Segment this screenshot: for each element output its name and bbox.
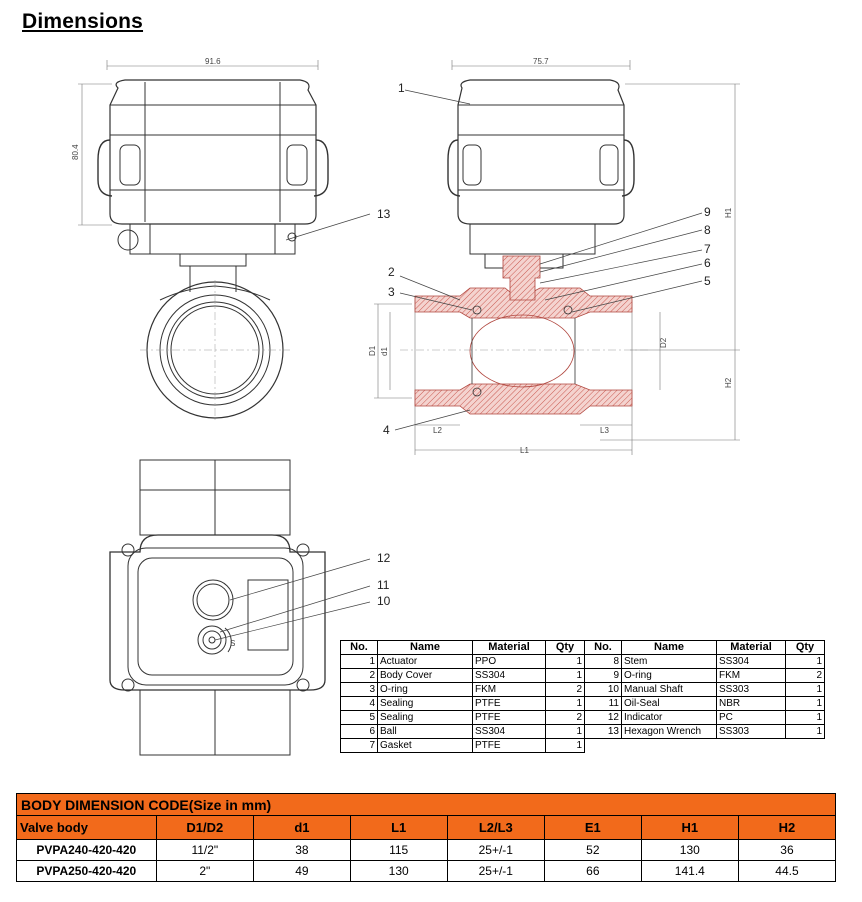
part-no: 3 bbox=[341, 683, 378, 697]
part-name: Body Cover bbox=[378, 669, 473, 683]
part-name: Sealing bbox=[378, 697, 473, 711]
header-h2: H2 bbox=[738, 816, 835, 840]
cell-d1-d2: 11/2" bbox=[156, 840, 254, 861]
header-h1: H1 bbox=[641, 816, 738, 840]
part-no: 13 bbox=[585, 725, 622, 739]
cell-l1: 115 bbox=[350, 840, 447, 861]
body-dimension-row bbox=[17, 840, 836, 861]
callout-10: 10 bbox=[377, 594, 391, 608]
parts-header-no-left: No. bbox=[341, 641, 378, 655]
front-view bbox=[78, 60, 370, 420]
cell-h1: 141.4 bbox=[641, 861, 738, 882]
part-material: SS303 bbox=[717, 725, 786, 739]
cell-valve-body: PVPA250-420-420 bbox=[17, 861, 157, 882]
parts-header-name-right: Name bbox=[622, 641, 717, 655]
dim-h1: H1 bbox=[724, 207, 733, 218]
dim-d1: D1 bbox=[368, 345, 377, 356]
part-no: 9 bbox=[585, 669, 622, 683]
part-material: PTFE bbox=[473, 711, 546, 725]
front-height-label: 80.4 bbox=[71, 144, 80, 160]
parts-row bbox=[341, 669, 825, 683]
parts-row bbox=[341, 655, 825, 669]
cell-d1: 38 bbox=[254, 840, 351, 861]
part-qty: 1 bbox=[786, 725, 825, 739]
part-qty: 1 bbox=[546, 655, 585, 669]
part-no: 12 bbox=[585, 711, 622, 725]
part-material: PTFE bbox=[473, 739, 546, 753]
cell-e1: 52 bbox=[545, 840, 642, 861]
cell-l1: 130 bbox=[350, 861, 447, 882]
dim-l1: L1 bbox=[520, 446, 529, 455]
dim-l2: L2 bbox=[433, 426, 442, 435]
parts-row bbox=[341, 739, 825, 753]
callout-7: 7 bbox=[704, 242, 711, 256]
parts-header-qty-right: Qty bbox=[786, 641, 825, 655]
part-name: Indicator bbox=[622, 711, 717, 725]
part-material: FKM bbox=[717, 669, 786, 683]
part-no: 11 bbox=[585, 697, 622, 711]
part-name: Hexagon Wrench bbox=[622, 725, 717, 739]
body-dimension-row bbox=[17, 861, 836, 882]
part-material: NBR bbox=[717, 697, 786, 711]
callout-3: 3 bbox=[388, 285, 395, 299]
callout-2: 2 bbox=[388, 265, 395, 279]
parts-header-row bbox=[341, 641, 825, 655]
front-width-label: 91.6 bbox=[205, 57, 221, 66]
part-qty: 1 bbox=[546, 725, 585, 739]
valve-body-section bbox=[415, 256, 632, 414]
callout-8: 8 bbox=[704, 223, 711, 237]
parts-header-no-right: No. bbox=[585, 641, 622, 655]
dim-d2: D2 bbox=[659, 337, 668, 348]
cell-l2-l3: 25+/-1 bbox=[447, 861, 544, 882]
cell-h2: 44.5 bbox=[738, 861, 835, 882]
part-qty: 2 bbox=[786, 669, 825, 683]
part-no: 4 bbox=[341, 697, 378, 711]
part-qty: 2 bbox=[546, 711, 585, 725]
part-no: 1 bbox=[341, 655, 378, 669]
body-dimension-table bbox=[16, 793, 836, 882]
callout-1: 1 bbox=[398, 81, 405, 95]
part-qty: 1 bbox=[546, 669, 585, 683]
callout-13: 13 bbox=[377, 207, 391, 221]
part-no: 7 bbox=[341, 739, 378, 753]
part-name: Sealing bbox=[378, 711, 473, 725]
part-material: SS303 bbox=[717, 683, 786, 697]
part-qty: 1 bbox=[786, 683, 825, 697]
part-material: SS304 bbox=[473, 725, 546, 739]
part-qty: 2 bbox=[546, 683, 585, 697]
callout-4: 4 bbox=[383, 423, 390, 437]
part-name: Actuator bbox=[378, 655, 473, 669]
body-dimension-banner-row bbox=[17, 794, 836, 816]
header-d1-d2: D1/D2 bbox=[156, 816, 254, 840]
cell-l2-l3: 25+/-1 bbox=[447, 840, 544, 861]
body-dimension-header-row bbox=[17, 816, 836, 840]
parts-table bbox=[340, 640, 825, 753]
indicator-mark: S bbox=[230, 639, 236, 648]
top-view bbox=[110, 460, 370, 755]
part-material: PTFE bbox=[473, 697, 546, 711]
part-name: Gasket bbox=[378, 739, 473, 753]
parts-header-name-left: Name bbox=[378, 641, 473, 655]
part-no: 10 bbox=[585, 683, 622, 697]
cell-d1-d2: 2" bbox=[156, 861, 254, 882]
dim-l3: L3 bbox=[600, 426, 609, 435]
dim-h2: H2 bbox=[724, 377, 733, 388]
callout-6: 6 bbox=[704, 256, 711, 270]
parts-row bbox=[341, 683, 825, 697]
header-valve-body: Valve body bbox=[17, 816, 157, 840]
parts-empty-cell bbox=[585, 739, 825, 753]
header-e1: E1 bbox=[545, 816, 642, 840]
part-name: O-ring bbox=[622, 669, 717, 683]
part-qty: 1 bbox=[786, 711, 825, 725]
cell-h2: 36 bbox=[738, 840, 835, 861]
parts-header-material-right: Material bbox=[717, 641, 786, 655]
parts-header-qty-left: Qty bbox=[546, 641, 585, 655]
header-l2-l3: L2/L3 bbox=[447, 816, 544, 840]
cell-d1: 49 bbox=[254, 861, 351, 882]
part-name: Manual Shaft bbox=[622, 683, 717, 697]
cell-h1: 130 bbox=[641, 840, 738, 861]
part-material: SS304 bbox=[717, 655, 786, 669]
side-width-label: 75.7 bbox=[533, 57, 549, 66]
header-l1: L1 bbox=[350, 816, 447, 840]
part-name: Stem bbox=[622, 655, 717, 669]
part-material: PPO bbox=[473, 655, 546, 669]
part-name: Oil-Seal bbox=[622, 697, 717, 711]
part-qty: 1 bbox=[546, 697, 585, 711]
dim-d1-small: d1 bbox=[380, 347, 389, 356]
part-qty: 1 bbox=[786, 655, 825, 669]
part-material: FKM bbox=[473, 683, 546, 697]
callout-11: 11 bbox=[377, 578, 390, 592]
part-name: O-ring bbox=[378, 683, 473, 697]
page-title: Dimensions bbox=[22, 10, 144, 33]
part-no: 5 bbox=[341, 711, 378, 725]
parts-row bbox=[341, 711, 825, 725]
callout-9: 9 bbox=[704, 205, 711, 219]
part-no: 8 bbox=[585, 655, 622, 669]
part-qty: 1 bbox=[546, 739, 585, 753]
part-qty: 1 bbox=[786, 697, 825, 711]
part-material: PC bbox=[717, 711, 786, 725]
callout-12: 12 bbox=[377, 551, 391, 565]
parts-row bbox=[341, 697, 825, 711]
body-dimension-banner: BODY DIMENSION CODE(Size in mm) bbox=[17, 794, 836, 816]
parts-header-material-left: Material bbox=[473, 641, 546, 655]
cell-valve-body: PVPA240-420-420 bbox=[17, 840, 157, 861]
header-d1: d1 bbox=[254, 816, 351, 840]
cell-e1: 66 bbox=[545, 861, 642, 882]
parts-row bbox=[341, 725, 825, 739]
part-name: Ball bbox=[378, 725, 473, 739]
callout-5: 5 bbox=[704, 274, 711, 288]
part-material: SS304 bbox=[473, 669, 546, 683]
part-no: 2 bbox=[341, 669, 378, 683]
part-no: 6 bbox=[341, 725, 378, 739]
